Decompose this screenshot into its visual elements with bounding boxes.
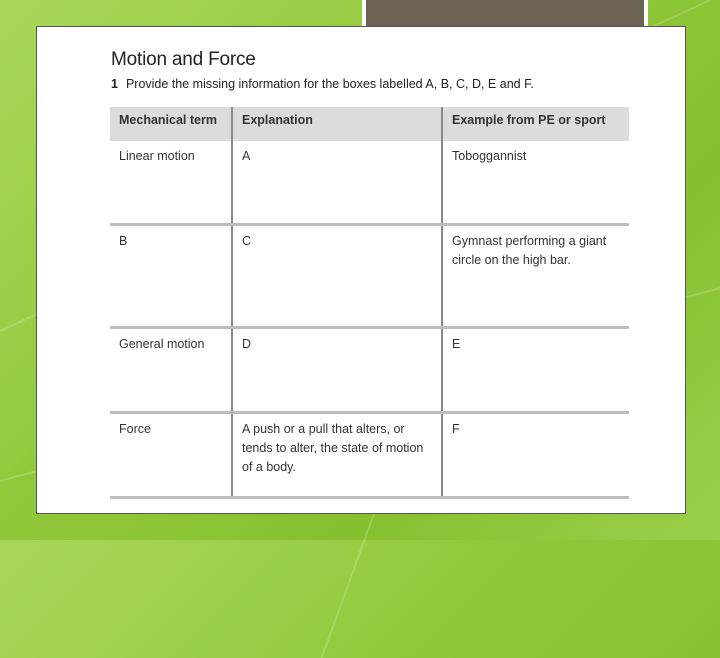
cell-explanation: D [232,328,442,413]
cell-term: Linear motion [110,141,232,225]
table-row [110,413,629,498]
cell-example: F [442,413,629,498]
table-header-row [110,107,629,141]
question-number: 1 [111,77,118,91]
table-row [110,225,629,328]
page-title: Motion and Force [111,49,256,70]
header-example: Example from PE or sport [442,107,629,141]
cell-explanation: C [232,225,442,328]
table-row [110,141,629,225]
question-text: Provide the missing information for the boxes labelled A, B, C, D, E and F. [125,77,534,91]
cell-example: Toboggannist [442,141,629,225]
header-mechanical-term: Mechanical term [110,107,232,141]
cell-example: E [442,328,629,413]
cell-term: General motion [110,328,232,413]
table-row [110,328,629,413]
cell-explanation: A [232,141,442,225]
cell-example: Gymnast performing a giant circle on the high bar. [442,225,629,328]
motion-force-table [110,107,629,499]
cell-term: Force [110,413,232,498]
cell-explanation: A push or a pull that alters, or tends to alter, the state of motion of a body. [232,413,442,498]
worksheet-page [36,26,686,514]
cell-term: B [110,225,232,328]
header-explanation: Explanation [232,107,442,141]
question-prompt [111,77,534,91]
